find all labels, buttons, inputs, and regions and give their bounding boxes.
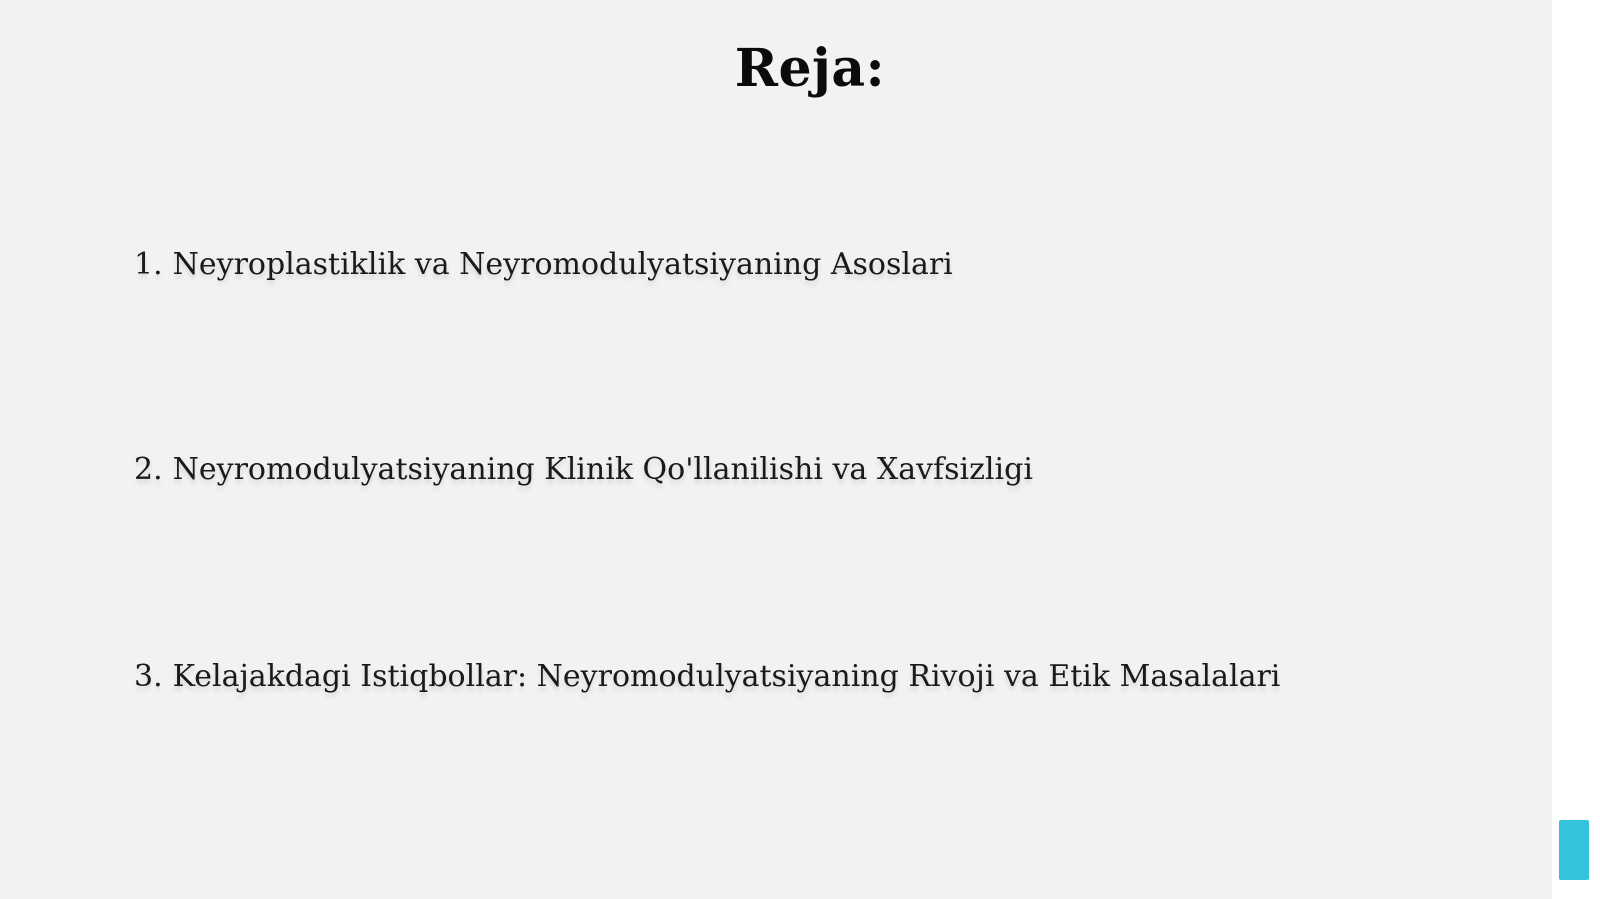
slide-title: Reja: xyxy=(734,38,886,99)
agenda-item-text: Neyromodulyatsiyaning Klinik Qo'llanilishi va Xavfsizligi xyxy=(172,452,1033,487)
agenda-item-text: Kelajakdagi Istiqbollar: Neyromodulyatsiyaning Rivoji va Etik Masalalari xyxy=(172,659,1281,694)
agenda-item-3 xyxy=(134,659,1280,694)
agenda-item-2 xyxy=(134,452,1033,487)
agenda-item-number: 1. xyxy=(134,247,163,282)
agenda-item-number: 2. xyxy=(134,452,163,487)
agenda-item-text: Neyroplastiklik va Neyromodulyatsiyaning Asoslari xyxy=(172,247,953,282)
scrollbar-track[interactable] xyxy=(1552,0,1600,899)
scroll-handle[interactable] xyxy=(1559,820,1589,880)
agenda-item-number: 3. xyxy=(134,659,163,694)
agenda-item-1 xyxy=(134,247,953,282)
